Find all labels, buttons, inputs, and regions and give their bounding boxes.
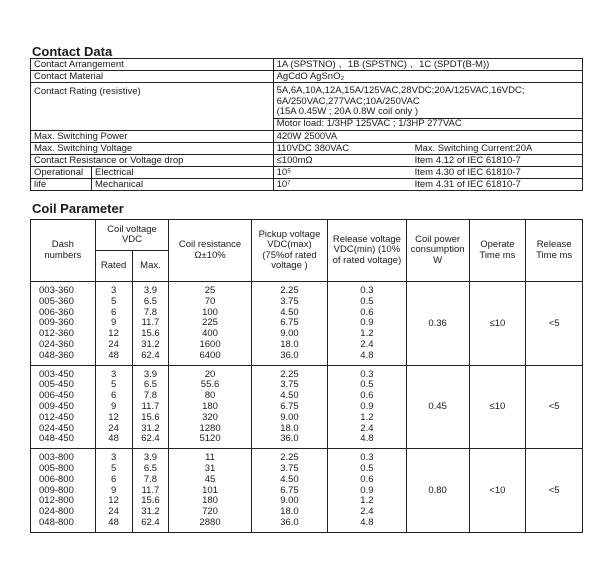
cell: 9.00 [280, 411, 299, 423]
table-row [31, 143, 583, 155]
rating-value [273, 83, 582, 131]
cell: 012-800 [39, 495, 74, 507]
cell: 20 [204, 368, 216, 380]
table-row [31, 449, 583, 533]
cell: 3.75 [280, 379, 299, 391]
cell: 003-360 [39, 285, 74, 296]
max-list [132, 365, 169, 449]
cell: 0.9 [360, 484, 374, 496]
table-row [31, 282, 583, 366]
header-operate-time: Operate Time ms [469, 220, 526, 282]
table-row [31, 83, 583, 131]
cell: 18.0 [280, 422, 299, 434]
mechanical-standard: Item 4.31 of IEC 61810-7 [412, 179, 583, 191]
rating-line: 6A/250VAC,277VAC;10A/250VAC [276, 95, 420, 107]
cell: 3 [110, 285, 117, 296]
max-voltage-value: 110VDC 380VAC [273, 143, 412, 155]
max-power-value: 420W 2500VA [273, 131, 582, 143]
pickup-list [251, 449, 327, 533]
cell: 024-360 [39, 338, 74, 350]
cell: 3 [110, 452, 117, 464]
cell: 18.0 [280, 338, 299, 350]
cell: 15.6 [141, 411, 160, 423]
release-list [328, 282, 406, 366]
cell: 2.25 [280, 368, 299, 380]
cell: 0.9 [360, 400, 374, 412]
max-list [132, 282, 169, 366]
cell: 320 [202, 411, 218, 423]
power-value: 0.80 [406, 449, 469, 533]
resistance-list [169, 449, 251, 533]
cell: 180 [202, 400, 218, 412]
cell: 006-800 [39, 473, 74, 485]
cell: 36.0 [280, 349, 299, 361]
cell: 11.7 [141, 317, 160, 329]
cell: 2880 [199, 516, 221, 528]
cell: 7.8 [143, 306, 158, 318]
cell: 48 [108, 433, 119, 445]
cell: 7.8 [143, 390, 158, 402]
cell: 6.75 [280, 400, 299, 412]
pickup-list [251, 365, 327, 449]
mechanical-value: 10⁷ [273, 179, 412, 191]
rating-line: (15A 0.45W ; 20A 0.8W coil only ) [276, 106, 419, 117]
electrical-standard: Item 4.30 of IEC 61810-7 [412, 167, 583, 179]
table-row [31, 179, 583, 191]
cell: 3.9 [143, 285, 158, 296]
dash-list [31, 282, 96, 366]
cell: 0.5 [360, 462, 374, 474]
cell: 005-360 [39, 295, 74, 307]
cell: 0.5 [360, 295, 374, 307]
cell: 3.75 [280, 295, 299, 307]
table-row [31, 155, 583, 167]
cell: 2.25 [280, 285, 299, 296]
cell: 0.6 [360, 306, 374, 318]
cell: 400 [202, 328, 218, 340]
cell: 18.0 [280, 506, 299, 518]
cell: 6.5 [143, 379, 158, 391]
rated-list [95, 282, 132, 366]
cell: 36.0 [280, 516, 299, 528]
resistance-value: ≤100mΩ [273, 155, 412, 167]
cell: 009-360 [39, 317, 74, 329]
cell: 6.5 [143, 462, 158, 474]
cell: 009-800 [39, 484, 74, 496]
cell: 9 [110, 400, 117, 412]
life-label-2: life [31, 179, 92, 191]
cell: 6400 [199, 349, 221, 361]
cell: 006-360 [39, 306, 74, 318]
cell: 048-450 [39, 433, 74, 445]
rating-line: Motor load: 1/3HP 125VAC ; 1/3HP 277VAC [274, 118, 582, 130]
operate-time-value: ≤10 [469, 365, 526, 449]
cell: 0.3 [360, 285, 374, 296]
contact-data-table [30, 58, 583, 191]
material-value: AgCdO AgSnO₂ [273, 71, 582, 83]
cell: 31.2 [141, 422, 160, 434]
cell: 11.7 [141, 400, 160, 412]
cell: 0.5 [360, 379, 374, 391]
cell: 6 [110, 390, 117, 402]
cell: 12 [108, 411, 119, 423]
cell: 48 [108, 349, 119, 361]
cell: 024-800 [39, 506, 74, 518]
cell: 31.2 [141, 506, 160, 518]
rated-list [95, 449, 132, 533]
table-row [31, 167, 583, 179]
cell: 70 [204, 295, 216, 307]
electrical-label: Electrical [92, 167, 274, 179]
header-release-voltage: Release voltage VDC(min) (10% of rated voltage) [328, 220, 406, 282]
cell: 720 [202, 506, 218, 518]
header-resistance: Coil resistance Ω±10% [169, 220, 251, 282]
resistance-standard: Item 4.12 of IEC 61810-7 [412, 155, 583, 167]
header-power: Coil power consumption W [406, 220, 469, 282]
cell: 12 [108, 328, 119, 340]
power-value: 0.45 [406, 365, 469, 449]
cell: 6 [110, 473, 117, 485]
cell: 2.4 [360, 338, 374, 350]
electrical-value: 10⁵ [273, 167, 412, 179]
cell: 9.00 [280, 495, 299, 507]
cell: 5 [110, 462, 117, 474]
arrangement-value: 1A (SPSTNO) 、1B (SPSTNC) 、1C (SPDT(B-M)) [273, 59, 582, 71]
cell: 3.9 [143, 452, 158, 464]
cell: 1600 [199, 338, 221, 350]
cell: 012-450 [39, 411, 74, 423]
cell: 4.8 [360, 349, 374, 361]
cell: 2.25 [280, 452, 299, 464]
cell: 15.6 [141, 495, 160, 507]
cell: 3 [110, 368, 117, 380]
cell: 4.50 [280, 473, 299, 485]
header-pickup: Pickup voltage VDC(max) (75%of rated voltage ) [251, 220, 327, 282]
cell: 25 [204, 285, 216, 296]
coil-parameter-title: Coil Parameter [32, 201, 124, 216]
power-value: 0.36 [406, 282, 469, 366]
cell: 24 [108, 422, 119, 434]
cell: 31.2 [141, 338, 160, 350]
cell: 9 [110, 317, 117, 329]
max-list [132, 449, 169, 533]
cell: 100 [202, 306, 218, 318]
cell: 5 [110, 379, 117, 391]
mechanical-label: Mechanical [92, 179, 274, 191]
cell: 005-450 [39, 379, 74, 391]
cell: 180 [202, 495, 218, 507]
cell: 24 [108, 338, 119, 350]
cell: 15.6 [141, 328, 160, 340]
cell: 6.75 [280, 317, 299, 329]
cell: 7.8 [143, 473, 158, 485]
header-coil-voltage: Coil voltage VDC [95, 220, 169, 251]
cell: 45 [204, 473, 216, 485]
cell: 11.7 [141, 484, 160, 496]
cell: 4.50 [280, 390, 299, 402]
cell: 6.5 [143, 295, 158, 307]
contact-data-title: Contact Data [32, 44, 113, 59]
rating-line: 5A,6A,10A,12A,15A/125VAC,28VDC;20A/125VAC,16VDC; [276, 85, 525, 96]
max-power-label: Max. Switching Power [31, 131, 274, 143]
max-current-value: Max. Switching Current:20A [412, 143, 583, 155]
table-row [31, 71, 583, 83]
cell: 0.3 [360, 368, 374, 380]
header-release-time: Release Time ms [526, 220, 583, 282]
cell: 009-450 [39, 400, 74, 412]
cell: 048-360 [39, 349, 74, 361]
max-voltage-label: Max. Switching Voltage [31, 143, 274, 155]
cell: 6.75 [280, 484, 299, 496]
dash-list [31, 365, 96, 449]
cell: 1.2 [360, 411, 374, 423]
cell: 62.4 [141, 433, 160, 445]
cell: 024-450 [39, 422, 74, 434]
cell: 36.0 [280, 433, 299, 445]
cell: 80 [204, 390, 216, 402]
cell: 55.6 [200, 379, 220, 391]
table-header-row [31, 220, 583, 251]
table-row [31, 131, 583, 143]
material-label: Contact Material [31, 71, 274, 83]
cell: 1280 [199, 422, 221, 434]
cell: 006-450 [39, 390, 74, 402]
cell: 003-800 [39, 452, 74, 464]
release-time-value: <5 [526, 449, 583, 533]
cell: 048-800 [39, 516, 74, 528]
cell: 2.4 [360, 506, 374, 518]
cell: 5 [110, 295, 117, 307]
release-time-value: <5 [526, 282, 583, 366]
release-list [328, 449, 406, 533]
coil-parameter-table [30, 219, 583, 533]
cell: 225 [202, 317, 218, 329]
cell: 0.3 [360, 452, 374, 464]
cell: 4.8 [360, 433, 374, 445]
cell: 005-800 [39, 462, 74, 474]
cell: 3.9 [143, 368, 158, 380]
cell: 0.6 [360, 390, 374, 402]
cell: 24 [108, 506, 119, 518]
cell: 1.2 [360, 328, 374, 340]
header-max: Max. [132, 251, 169, 282]
header-rated: Rated [95, 251, 132, 282]
table-row [31, 365, 583, 449]
cell: 4.8 [360, 516, 374, 528]
cell: 1.2 [360, 495, 374, 507]
cell: 0.6 [360, 473, 374, 485]
resistance-list [169, 282, 251, 366]
cell: 62.4 [141, 349, 160, 361]
life-label-1: Operational [31, 167, 92, 179]
cell: 12 [108, 495, 119, 507]
cell: 6 [110, 306, 117, 318]
pickup-list [251, 282, 327, 366]
cell: 62.4 [141, 516, 160, 528]
cell: 3.75 [280, 462, 299, 474]
release-time-value: <5 [526, 365, 583, 449]
header-dash: Dash numbers [31, 220, 96, 282]
dash-list [31, 449, 96, 533]
cell: 31 [204, 462, 216, 474]
resistance-label: Contact Resistance or Voltage drop [31, 155, 274, 167]
resistance-list [169, 365, 251, 449]
cell: 5120 [199, 433, 221, 445]
cell: 9.00 [280, 328, 299, 340]
cell: 003-450 [39, 368, 74, 380]
cell: 48 [108, 516, 119, 528]
rating-label: Contact Rating (resistive) [31, 83, 274, 131]
cell: 101 [202, 484, 218, 496]
release-list [328, 365, 406, 449]
cell: 9 [110, 484, 117, 496]
cell: 11 [205, 452, 215, 464]
table-row [31, 59, 583, 71]
rated-list [95, 365, 132, 449]
cell: 012-360 [39, 328, 74, 340]
arrangement-label: Contact Arrangement [31, 59, 274, 71]
cell: 4.50 [280, 306, 299, 318]
cell: 2.4 [360, 422, 374, 434]
operate-time-value: <10 [469, 449, 526, 533]
operate-time-value: ≤10 [469, 282, 526, 366]
cell: 0.9 [360, 317, 374, 329]
